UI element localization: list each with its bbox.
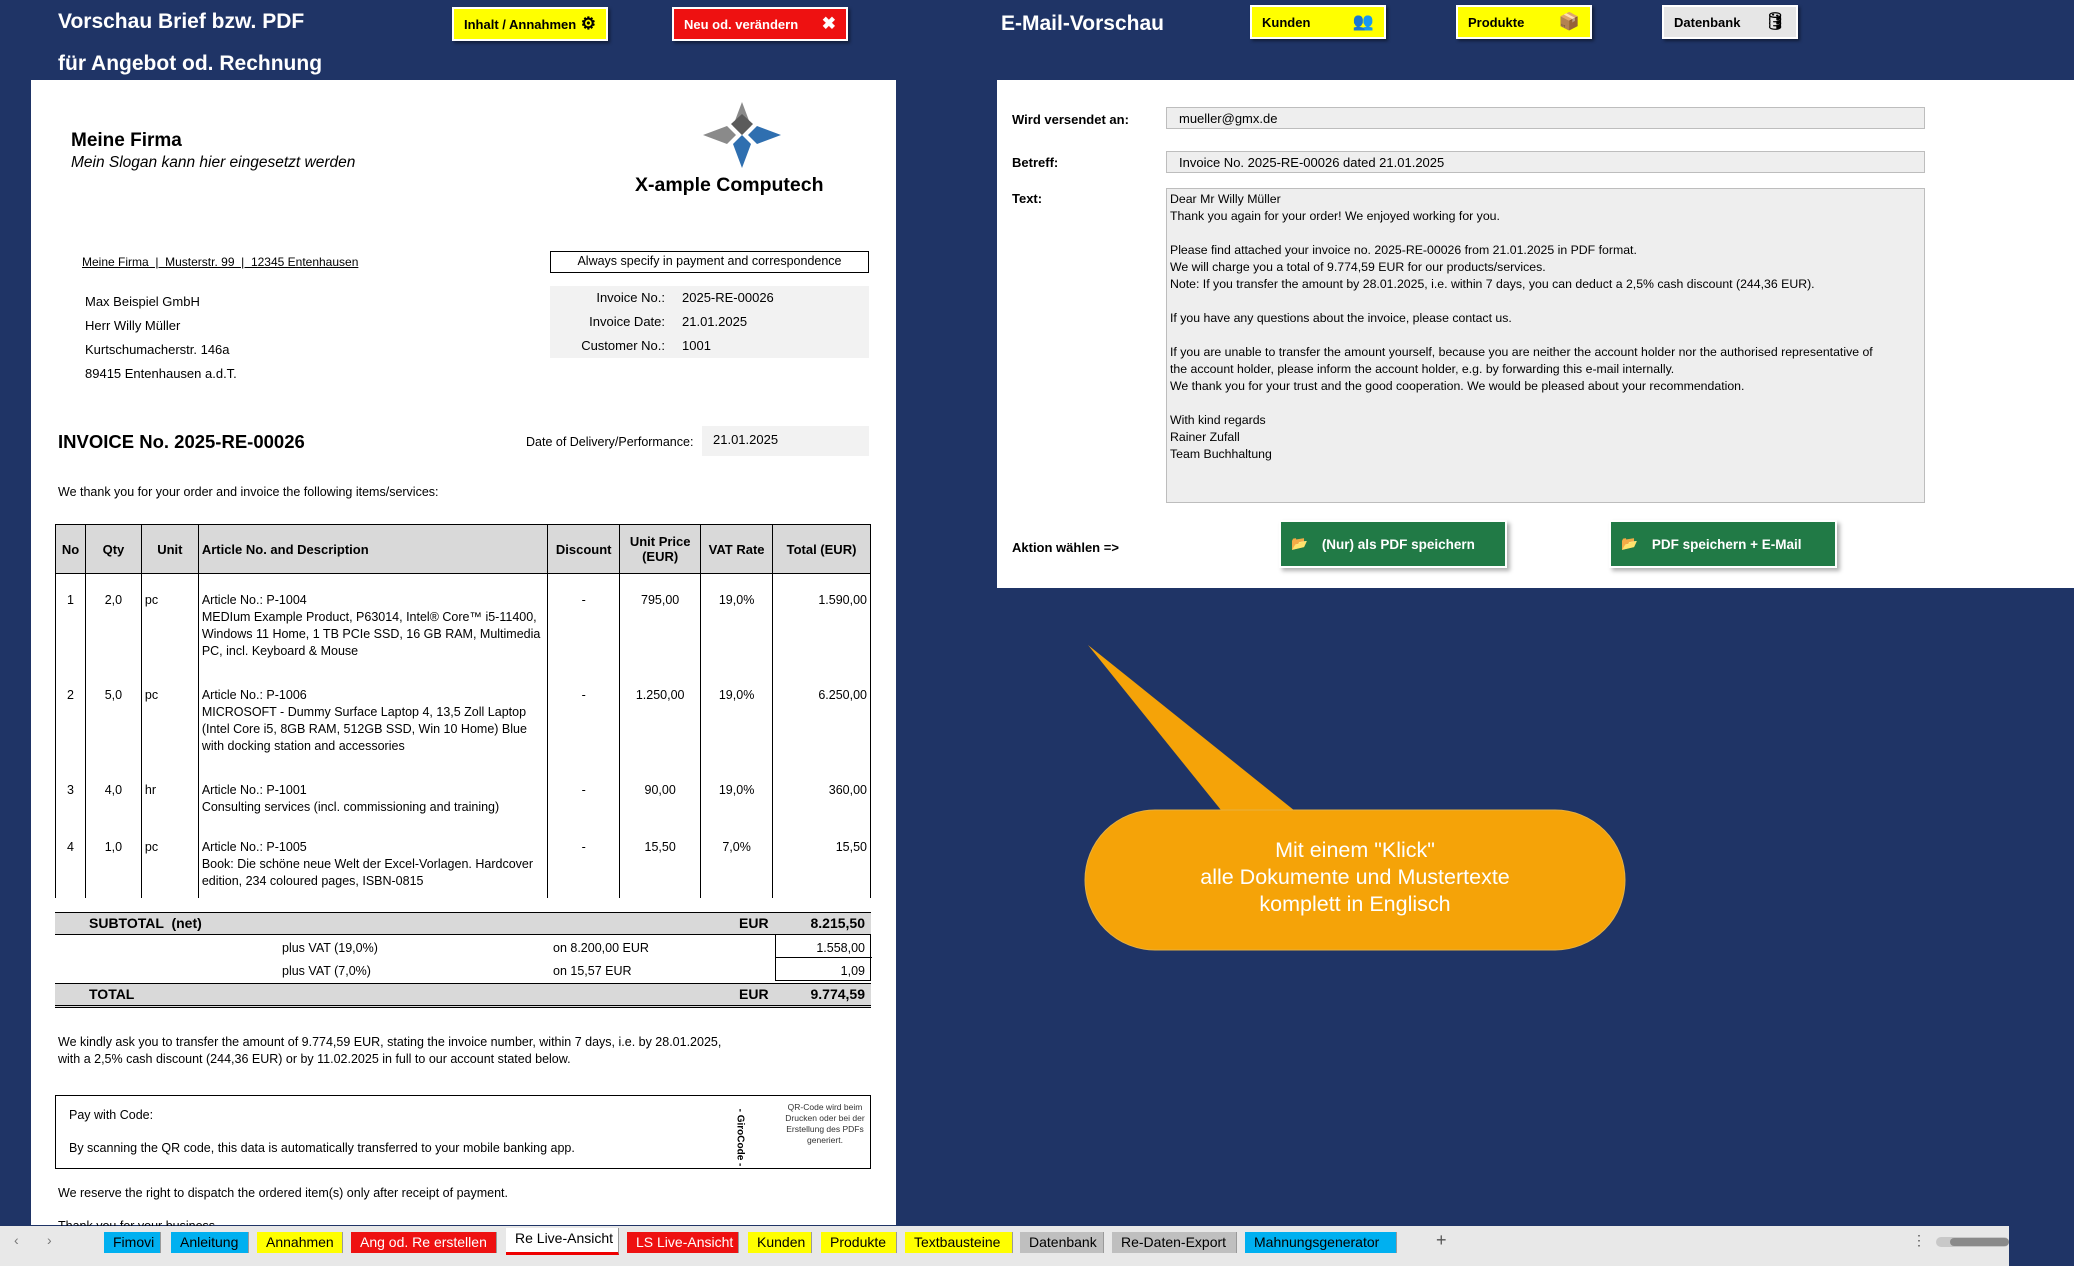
produkte-button[interactable]: [1456, 5, 1592, 39]
item-unit: hr: [141, 764, 198, 821]
item-vat: 19,0%: [701, 574, 773, 669]
tab-re-daten-export[interactable]: [1112, 1232, 1237, 1253]
company-logo-icon: [703, 102, 781, 168]
scrollbar-thumb[interactable]: [1950, 1238, 2009, 1246]
items-table: [55, 524, 871, 898]
callout-line: Mit einem "Klick": [1275, 838, 1435, 862]
tab-label: Re-Daten-Export: [1121, 1234, 1227, 1250]
total-row: [55, 983, 871, 1008]
neu-veraendern-button[interactable]: [672, 7, 848, 41]
tab-datenbank[interactable]: [1020, 1232, 1104, 1253]
item-no: 4: [56, 821, 86, 898]
item-total: 6.250,00: [773, 669, 871, 764]
tab-mahnungsgenerator[interactable]: [1245, 1232, 1397, 1253]
email-line: Thank you again for your order! We enjoyed working for you.: [1170, 209, 1500, 223]
meta-label: Invoice No.:: [596, 290, 665, 305]
tab-annahmen[interactable]: [257, 1232, 343, 1253]
qr-title: Pay with Code:: [69, 1108, 154, 1122]
column-header: VAT Rate: [701, 525, 773, 574]
tab-label: Re Live-Ansicht: [515, 1230, 614, 1246]
email-line: the account holder, please inform the account holder, e.g. by forwarding this e-mail internally.: [1170, 362, 1675, 376]
recipient-line: Herr Willy Müller: [85, 318, 181, 333]
delivery-box: [702, 426, 869, 456]
girocode-label: - GiroCode -: [734, 1108, 746, 1167]
vat-value: 1.558,00: [816, 941, 865, 955]
to-field[interactable]: mueller@gmx.de: [1166, 107, 1925, 129]
item-price: 90,00: [620, 764, 701, 821]
tab-produkte[interactable]: [821, 1232, 897, 1253]
tab-label: Annahmen: [266, 1234, 334, 1250]
subtotal-row: [55, 912, 871, 935]
column-header: Unit Price (EUR): [620, 525, 701, 574]
sheet-tab-bar: [0, 1226, 2009, 1266]
tab-label: Ang od. Re erstellen: [360, 1234, 487, 1250]
logo-text: X-ample Computech: [635, 174, 824, 196]
item-vat: 19,0%: [701, 669, 773, 764]
recipient-line: Kurtschumacherstr. 146a: [85, 342, 230, 357]
email-line: Rainer Zufall: [1170, 430, 1240, 444]
item-no: 2: [56, 669, 86, 764]
invoice-title: INVOICE No. 2025-RE-00026: [58, 431, 305, 452]
subject-field[interactable]: Invoice No. 2025-RE-00026 dated 21.01.2025: [1166, 151, 1925, 173]
datenbank-label: Datenbank: [1674, 14, 1741, 30]
item-description: [198, 574, 547, 669]
tools-icon: ✖: [821, 14, 836, 33]
tab-label: Mahnungsgenerator: [1254, 1234, 1380, 1250]
total-label: TOTAL: [89, 986, 135, 1002]
item-price: 1.250,00: [620, 669, 701, 764]
tab-label: Textbausteine: [914, 1234, 1001, 1250]
recipient-address: [85, 290, 237, 386]
total-value: 9.774,59: [810, 986, 865, 1002]
delivery-label: Date of Delivery/Performance:: [526, 435, 694, 449]
item-description: [198, 764, 547, 821]
column-header: No: [56, 525, 86, 574]
tab-label: LS Live-Ansicht: [636, 1234, 734, 1250]
total-currency: EUR: [739, 986, 769, 1002]
folder-icon: 📂: [1291, 536, 1308, 551]
gear-icon: ⚙: [580, 14, 596, 33]
email-line: Team Buchhaltung: [1170, 447, 1272, 461]
vat-label: plus VAT (7,0%): [282, 964, 371, 978]
email-line: [1170, 293, 1921, 310]
item-desc: MICROSOFT - Dummy Surface Laptop 4, 13,5 Zoll Laptop (Intel Core i5, 8GB RAM, 512GB SSD, Win 10 Home) Blue with docking station and accessories: [201, 704, 527, 753]
neu-label: Neu od. verändern: [684, 16, 799, 32]
text-label: Text:: [1012, 191, 1043, 206]
notice-box: Always specify in payment and correspondence: [550, 251, 869, 273]
kunden-label: Kunden: [1262, 14, 1311, 30]
vat-base: on 8.200,00 EUR: [553, 941, 649, 955]
tab-anleitung[interactable]: [171, 1232, 249, 1253]
column-header: Total (EUR): [773, 525, 871, 574]
column-header: Unit: [141, 525, 198, 574]
meta-value: 21.01.2025: [682, 314, 748, 329]
company-name: Meine Firma: [71, 130, 182, 151]
table-header-row: [56, 525, 871, 574]
tab-label: Produkte: [830, 1234, 887, 1250]
item-discount: -: [548, 764, 620, 821]
column-header: Discount: [548, 525, 620, 574]
item-discount: -: [548, 821, 620, 898]
payment-text-1: We kindly ask you to transfer the amount of 9.774,59 EUR, stating the invoice number, within 7 days, i.e. by 28.01.2025,: [58, 1035, 722, 1049]
callout-line: komplett in Englisch: [1259, 892, 1451, 916]
meta-label: Invoice Date:: [589, 314, 665, 329]
item-discount: -: [548, 669, 620, 764]
database-icon: 🛢: [1764, 12, 1786, 31]
email-line: [1170, 225, 1921, 242]
vat-label: plus VAT (19,0%): [282, 941, 378, 955]
table-row: [56, 574, 871, 669]
delivery-value: 21.01.2025: [713, 432, 779, 447]
company-slogan: Mein Slogan kann hier eingesetzt werden: [71, 154, 356, 171]
item-qty: 5,0: [85, 669, 141, 764]
item-desc: Consulting services (incl. commissioning and training): [201, 799, 500, 814]
people-icon: 👥: [1352, 12, 1374, 31]
table-row: [56, 669, 871, 764]
item-article: Article No.: P-1005: [201, 839, 307, 854]
email-line: [1170, 395, 1921, 412]
folder-icon: 📂: [1621, 536, 1638, 551]
email-preview-panel: [997, 80, 2074, 588]
email-preview-title: E-Mail-Vorschau: [1001, 12, 1164, 35]
email-body-field[interactable]: [1166, 188, 1925, 503]
tab-label: Anleitung: [180, 1234, 239, 1250]
qr-note: QR-Code wird beim Drucken oder bei der Erstellung des PDFs generiert.: [785, 1102, 865, 1145]
subject-label: Betreff:: [1012, 155, 1059, 170]
tab-ls-live-ansicht[interactable]: [627, 1232, 739, 1253]
to-label: Wird versendet an:: [1012, 112, 1129, 127]
item-unit: pc: [141, 821, 198, 898]
produkte-label: Produkte: [1468, 14, 1525, 30]
item-description: [198, 821, 547, 898]
meta-value: 1001: [682, 338, 711, 353]
item-no: 3: [56, 764, 86, 821]
item-price: 795,00: [620, 574, 701, 669]
email-line: Note: If you transfer the amount by 28.01.2025, i.e. within 7 days, you can deduct a 2,5% cash discount (244,36 EUR).: [1170, 277, 1815, 291]
invoice-page: [31, 80, 896, 1225]
email-line: We thank you for your trust and the good cooperation. We would be pleased about your recommendation.: [1170, 379, 1745, 393]
table-row: [56, 821, 871, 898]
item-unit: pc: [141, 669, 198, 764]
boxes-icon: 📦: [1558, 12, 1580, 31]
item-vat: 19,0%: [701, 764, 773, 821]
email-line: Please find attached your invoice no. 2025-RE-00026 from 21.01.2025 in PDF format.: [1170, 243, 1637, 257]
item-qty: 1,0: [85, 821, 141, 898]
intro-text: We thank you for your order and invoice the following items/services:: [58, 485, 439, 499]
meta-label: Customer No.:: [581, 338, 665, 353]
email-line: If you have any questions about the invoice, please contact us.: [1170, 311, 1512, 325]
item-article: Article No.: P-1004: [201, 593, 307, 607]
item-discount: -: [548, 574, 620, 669]
save-pdf-label: (Nur) als PDF speichern: [1321, 536, 1475, 552]
item-total: 1.590,00: [773, 574, 871, 669]
item-desc: MEDIum Example Product, P63014, Intel® Core™ i5-11400, Windows 11 Home, 1 TB PCIe SSD, 16 GB RAM, Multimedia PC, incl. Keyboard & Mouse: [201, 610, 541, 658]
inhalt-label: Inhalt / Annahmen: [464, 16, 577, 32]
email-line: [1170, 327, 1921, 344]
preview-title: Vorschau Brief bzw. PDF: [58, 10, 305, 33]
email-line: With kind regards: [1170, 413, 1266, 427]
subtotal-currency: EUR: [739, 915, 769, 931]
tab-label: Datenbank: [1029, 1234, 1097, 1250]
qr-text: By scanning the QR code, this data is automatically transferred to your mobile banking app.: [69, 1141, 575, 1155]
callout-text: [1085, 837, 1625, 918]
table-row: [56, 764, 871, 821]
save-pdf-email-label: PDF speichern + E-Mail: [1651, 536, 1802, 552]
email-line: If you are unable to transfer the amount yourself, because you are neither the account holder nor the authorised representative of: [1170, 345, 1873, 359]
item-desc: Book: Die schöne neue Welt der Excel-Vorlagen. Hardcover edition, 234 coloured pages, ISBN-0815: [201, 856, 534, 888]
scroll-right-icon[interactable]: ›: [47, 1232, 52, 1248]
vat-divider: [776, 957, 872, 958]
datenbank-button[interactable]: [1662, 5, 1798, 39]
scroll-left-icon[interactable]: ‹: [14, 1232, 19, 1248]
action-label: Aktion wählen =>: [1012, 540, 1119, 555]
horizontal-scrollbar[interactable]: [1936, 1237, 2009, 1247]
inhalt-annahmen-button[interactable]: [452, 7, 608, 41]
save-pdf-button[interactable]: [1279, 520, 1507, 568]
item-total: 15,50: [773, 821, 871, 898]
qr-box: [55, 1095, 871, 1169]
add-sheet-button[interactable]: +: [1436, 1230, 1447, 1250]
item-article: Article No.: P-1001: [201, 782, 307, 797]
tab-textbausteine[interactable]: [905, 1232, 1013, 1253]
item-no: 1: [56, 574, 86, 669]
tab-fimovi[interactable]: [104, 1232, 161, 1253]
item-article: Article No.: P-1006: [201, 687, 307, 702]
payment-text-2: with a 2,5% cash discount (244,36 EUR) or by 11.02.2025 in full to our account stated below.: [58, 1052, 571, 1066]
tab-label: Fimovi: [113, 1234, 155, 1250]
email-line: Dear Mr Willy Müller: [1170, 192, 1281, 206]
item-qty: 4,0: [85, 764, 141, 821]
vat-value: 1,09: [840, 964, 865, 978]
vat-base: on 15,57 EUR: [553, 964, 632, 978]
recipient-line: Max Beispiel GmbH: [85, 294, 200, 309]
meta-value: 2025-RE-00026: [682, 290, 774, 305]
tabbar-options-icon[interactable]: ⋮: [1912, 1232, 1926, 1248]
tab-label: Kunden: [757, 1234, 806, 1250]
tab-re-live-ansicht[interactable]: [506, 1228, 619, 1255]
item-total: 360,00: [773, 764, 871, 821]
column-header: Qty: [85, 525, 141, 574]
item-vat: 7,0%: [701, 821, 773, 898]
email-line: We will charge you a total of 9.774,59 EUR for our products/services.: [1170, 260, 1546, 274]
subtotal-value: 8.215,50: [810, 915, 865, 931]
reserve-text: We reserve the right to dispatch the ordered item(s) only after receipt of payment.: [58, 1186, 508, 1200]
item-description: [198, 669, 547, 764]
callout-line: alle Dokumente und Mustertexte: [1200, 865, 1510, 889]
tab-kunden[interactable]: [748, 1232, 812, 1253]
tab-ang-re-erstellen[interactable]: [351, 1232, 497, 1253]
item-qty: 2,0: [85, 574, 141, 669]
column-header: Article No. and Description: [198, 525, 547, 574]
sender-line: Meine Firma | Musterstr. 99 | 12345 Entenhausen: [82, 255, 359, 269]
preview-subtitle: für Angebot od. Rechnung: [58, 52, 323, 75]
kunden-button[interactable]: [1250, 5, 1386, 39]
invoice-meta: [550, 286, 869, 358]
recipient-line: 89415 Entenhausen a.d.T.: [85, 366, 237, 381]
save-pdf-email-button[interactable]: [1609, 520, 1837, 568]
item-price: 15,50: [620, 821, 701, 898]
item-unit: pc: [141, 574, 198, 669]
subtotal-label: SUBTOTAL (net): [89, 915, 202, 931]
